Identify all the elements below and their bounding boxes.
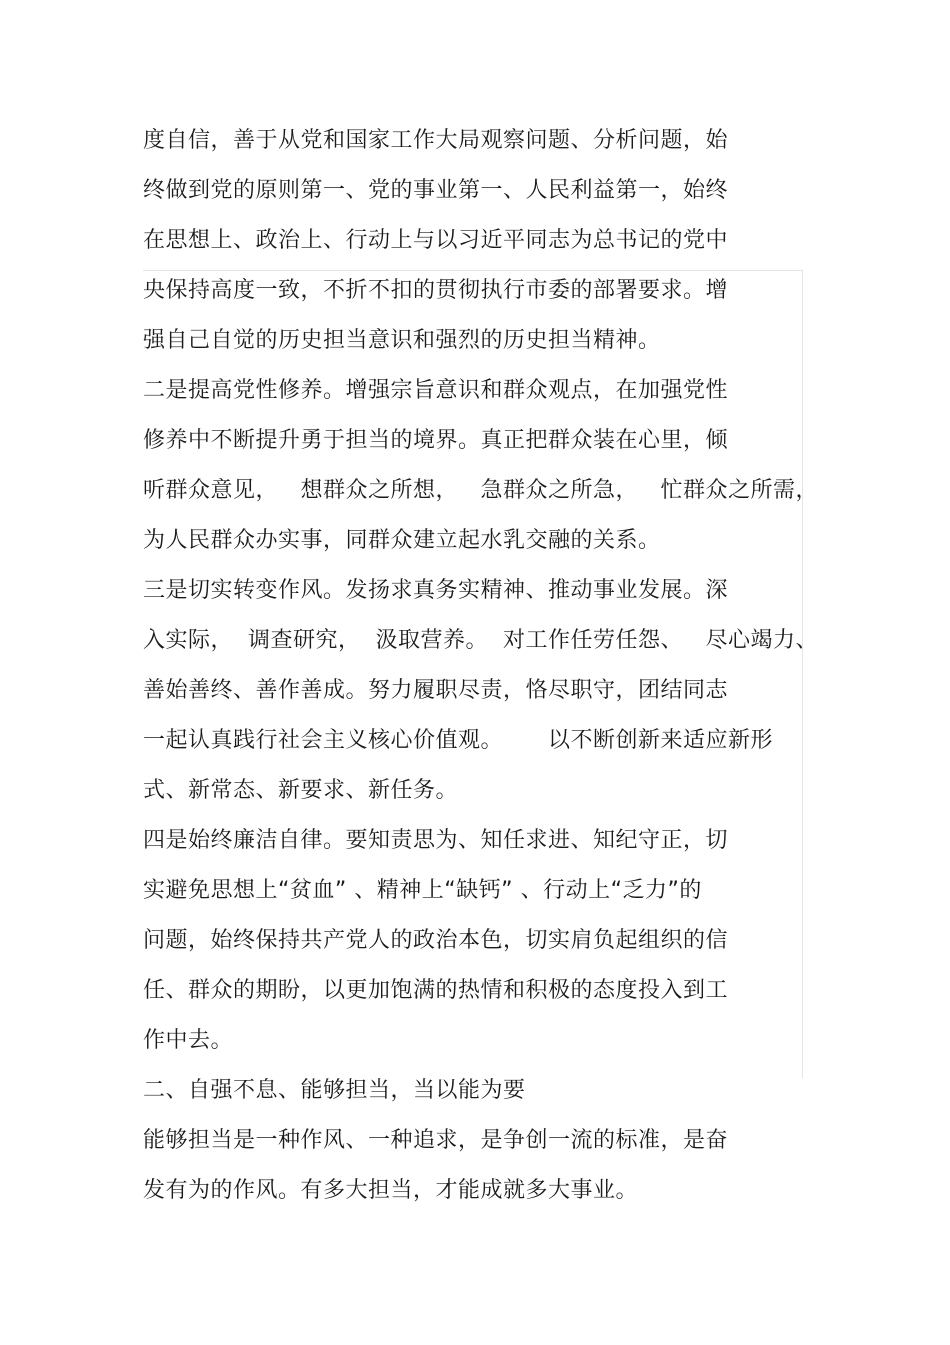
text-line: 能够担当是一种作风、一种追求，是争创一流的标准，是奋 [143, 1128, 729, 1153]
text-line: 一起认真践行社会主义核心价值观。 以不断创新来适应新形 [143, 728, 773, 753]
text-line: 任、群众的期盼，以更加饱满的热情和积极的态度投入到工 [143, 978, 729, 1003]
text-line: 善始善终、善作善成。努力履职尽责，恪尽职守，团结同志 [143, 678, 729, 703]
text-line: 式、新常态、新要求、新任务。 [143, 778, 459, 803]
text-line: 作中去。 [143, 1028, 234, 1053]
text-line: 发有为的作风。有多大担当，才能成就多大事业。 [143, 1178, 639, 1203]
text-line: 二是提高党性修养。增强宗旨意识和群众观点，在加强党性 [143, 378, 729, 403]
text-line: 在思想上、政治上、行动上与以习近平同志为总书记的党中 [143, 228, 729, 253]
text-line: 强自己自觉的历史担当意识和强烈的历史担当精神。 [143, 328, 661, 353]
text-line: 听群众意见， 想群众之所想， 急群众之所急， 忙群众之所需， [143, 478, 818, 503]
text-line: 问题，始终保持共产党人的政治本色，切实肩负起组织的信 [143, 928, 729, 953]
body-text [143, 116, 823, 1216]
text-line: 终做到党的原则第一、党的事业第一、人民利益第一，始终 [143, 178, 729, 203]
text-line: 为人民群众办实事，同群众建立起水乳交融的关系。 [143, 528, 661, 553]
text-line: 四是始终廉洁自律。要知责思为、知任求进、知纪守正，切 [143, 828, 729, 853]
text-line: 度自信，善于从党和国家工作大局观察问题、分析问题，始 [143, 128, 729, 153]
text-line: 实避免思想上“贫血” 、精神上“缺钙” 、行动上“乏力”的 [143, 878, 702, 903]
text-line: 修养中不断提升勇于担当的境界。真正把群众装在心里，倾 [143, 428, 729, 453]
text-line: 央保持高度一致，不折不扣的贯彻执行市委的部署要求。增 [143, 278, 729, 303]
section-heading: 二、自强不息、能够担当，当以能为要 [143, 1078, 526, 1103]
text-line: 三是切实转变作风。发扬求真务实精神、推动事业发展。深 [143, 578, 729, 603]
text-line: 入实际， 调查研究， 汲取营养。 对工作任劳任怨、 尽心竭力、 [143, 628, 818, 653]
